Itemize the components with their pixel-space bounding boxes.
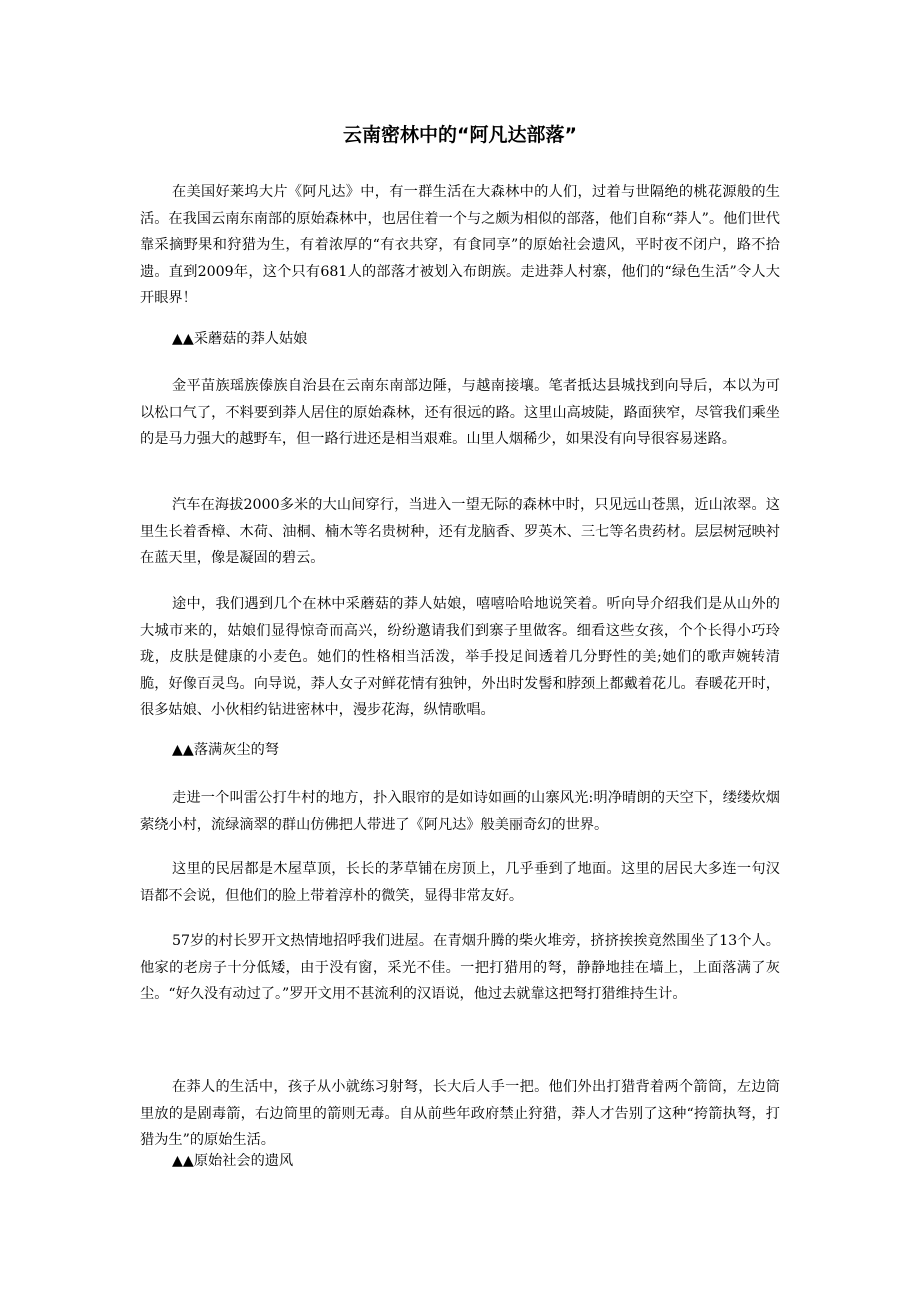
paragraph-houses: 这里的民居都是木屋草顶，长长的茅草铺在房顶上，几乎垂到了地面。这里的居民大多连一句汉语都不会说，但他们的脸上带着淳朴的微笑，显得非常友好。 (140, 861, 780, 904)
paragraph-hunting: 在莽人的生活中，孩子从小就练习射弩，长大后人手一把。他们外出打猎背着两个箭筒，左边筒里放的是剧毒箭，右边筒里的箭则无毒。自从前些年政府禁止狩猎，莽人才告别了这种“挎箭执弩，打猎为生”的原始生活。 (140, 1079, 780, 1148)
section-heading-crossbow: ▲▲落满灰尘的弩 (172, 742, 279, 758)
paragraph-forest: 汽车在海拔2000多米的大山间穿行，当进入一望无际的森林中时，只见远山苍黑，近山浓翠。这里生长着香樟、木荷、油桐、楠木等名贵树种，还有龙脑香、罗英木、三七等名贵药材。层层树冠映衬在蓝天里，像是凝固的碧云。 (140, 497, 780, 566)
paragraph-village-head: 57岁的村长罗开文热情地招呼我们进屋。在青烟升腾的柴火堆旁，挤挤挨挨竟然围坐了13个人。他家的老房子十分低矮，由于没有窗，采光不佳。一把打猎用的弩，静静地挂在墙上，上面落满了灰尘。“好久没有动过了。”罗开文用不甚流利的汉语说，他过去就靠这把弩打猎维持生计。 (140, 933, 780, 1002)
paragraph-jinping: 金平苗族瑶族傣族自治县在云南东南部边陲，与越南接壤。笔者抵达县城找到向导后，本以为可以松口气了，不料要到莽人居住的原始森林，还有很远的路。这里山高坡陡，路面狭窄，尽管我们乘坐的是马力强大的越野车，但一路行进还是相当艰难。山里人烟稀少，如果没有向导很容易迷路。 (140, 378, 780, 447)
section-heading-primitive-custom: ▲▲原始社会的遗风 (172, 1153, 294, 1169)
paragraph-girls: 途中，我们遇到几个在林中采蘑菇的莽人姑娘，嘻嘻哈哈地说笑着。听向导介绍我们是从山外的大城市来的，姑娘们显得惊奇而高兴，纷纷邀请我们到寨子里做客。细看这些女孩，个个长得小巧玲珑，皮肤是健康的小麦色。她们的性格相当活泼，举手投足间透着几分野性的美;她们的歌声婉转清脆，好像百灵鸟。向导说，莽人女子对鲜花情有独钟，外出时发髻和脖颈上都戴着花儿。春暖花开时，很多姑娘、小伙相约钻进密林中，漫步花海，纵情歌唱。 (140, 596, 780, 718)
paragraph-village: 走进一个叫雷公打牛村的地方，扑入眼帘的是如诗如画的山寨风光:明净晴朗的天空下，缕缕炊烟萦绕小村，流绿滴翠的群山仿佛把人带进了《阿凡达》般美丽奇幻的世界。 (140, 790, 780, 833)
document-title: 云南密林中的“阿凡达部落” (343, 124, 577, 146)
section-heading-mushroom-girls: ▲▲采蘑菇的莽人姑娘 (172, 331, 308, 347)
paragraph-intro: 在美国好莱坞大片《阿凡达》中，有一群生活在大森林中的人们，过着与世隔绝的桃花源般的生活。在我国云南东南部的原始森林中，也居住着一个与之颇为相似的部落，他们自称“莽人”。他们世代靠采摘野果和狩猎为生，有着浓厚的“有衣共穿，有食同享”的原始社会遗风，平时夜不闭户，路不拾遗。直到2009年，这个只有681人的部落才被划入布朗族。走进莽人村寨，他们的“绿色生活”令人大开眼界！ (140, 184, 780, 306)
